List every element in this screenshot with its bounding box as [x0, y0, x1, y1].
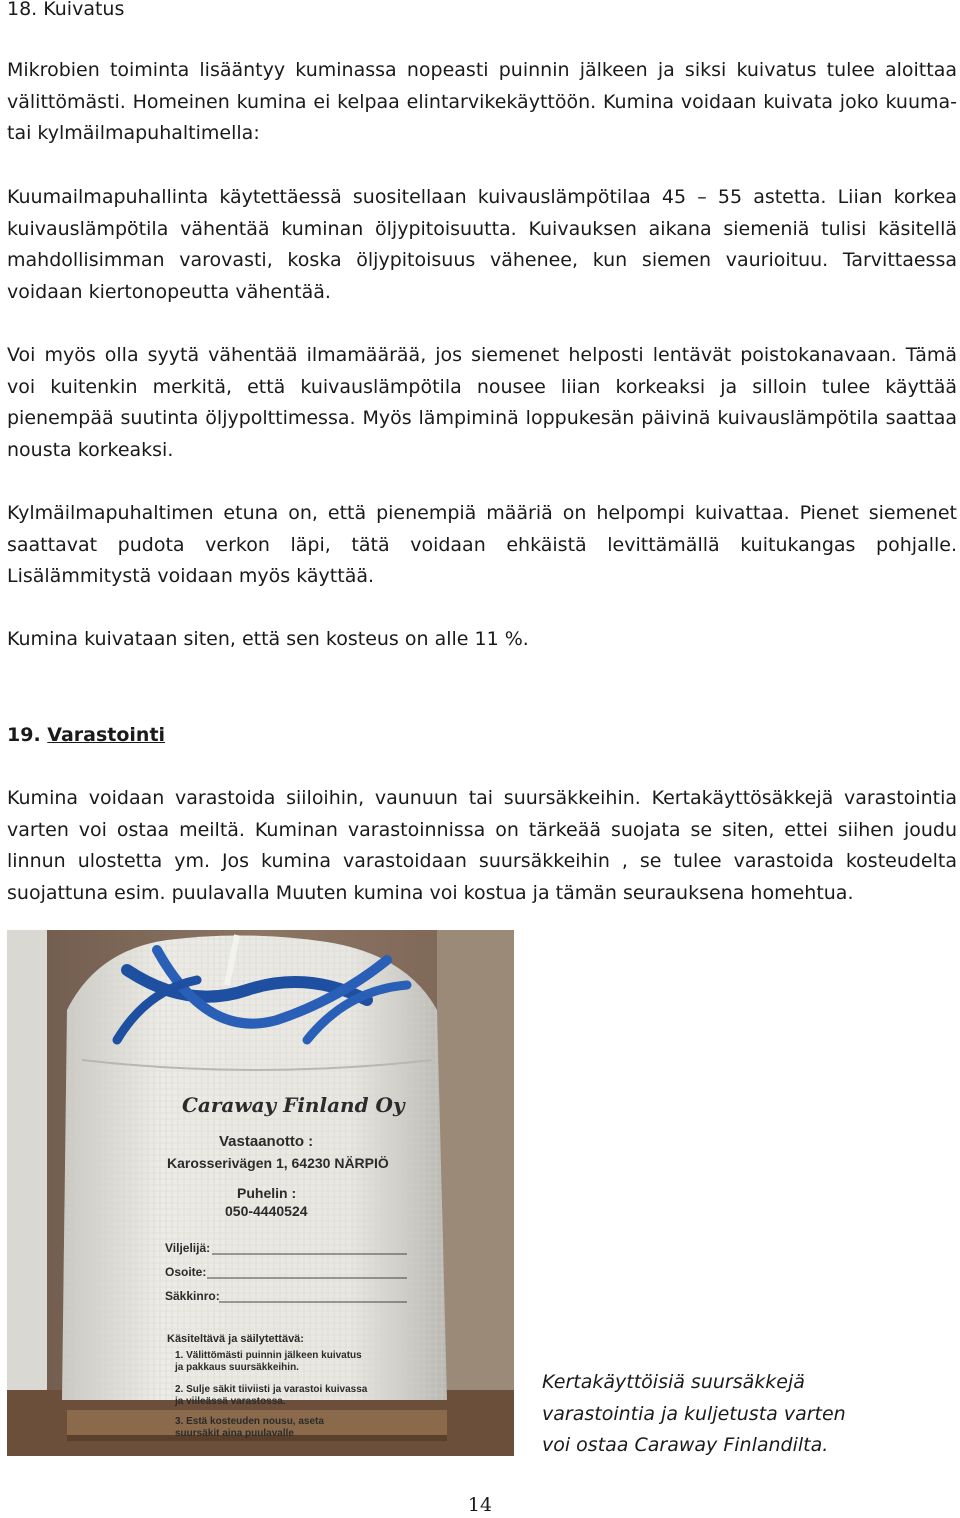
caption-line: voi ostaa Caraway Finlandilta. [542, 1434, 829, 1456]
bag-instruction-line: 2. Sulje säkit tiiviisti ja varastoi kuivassa [175, 1384, 368, 1395]
bag-phone-number: 050-4440524 [225, 1203, 308, 1219]
section-19-title: Varastointi [47, 724, 166, 746]
caption-line: Kertakäyttöisiä suursäkkejä [542, 1371, 805, 1393]
bulk-bag-photo [7, 930, 514, 1456]
bag-recipient-label: Vastaanotto : [219, 1133, 314, 1150]
paragraph-storage: Kumina voidaan varastoida siiloihin, vaunuun tai suursäkkeihin. Kertakäyttösäkkejä varastointia varten voi ostaa meiltä. Kuminan varastoinnissa on tärkeää suojata se siten, ettei siihen joudu linnun ulostetta ym. Jos kumina varastoidaan suursäkkeihin , se tulee varastoida kosteudelta suojattuna esim. puulavalla Muuten kumina voi kostua ja tämän seurauksena homehtua. [7, 787, 957, 904]
bag-instruction-line: suursäkit aina puulavalle [175, 1428, 294, 1439]
bag-instruction-line: ja viileässä varastossa. [175, 1396, 286, 1407]
paragraph-1: Mikrobien toiminta lisääntyy kuminassa nopeasti puinnin jälkeen ja siksi kuivatus tulee aloittaa välittömästi. Homeinen kumina ei kelpaa elintarvikekäyttöön. Kumina voidaan kuivata joko kuuma- tai kylmäilmapuhaltimella: [7, 59, 957, 144]
bag-instruction-line: ja pakkaus suursäkkeihin. [175, 1362, 299, 1373]
paragraph-2: Kuumailmapuhallinta käytettäessä suositellaan kuivauslämpötilaa 45 – 55 astetta. Liian korkea kuivauslämpötila vähentää kuminan öljypitoisuutta. Kuivauksen aikana siemeniä tulisi käsitellä mahdollisimman varovasti, koska öljypitoisuus vähenee, kun siemen vaurioituu. Tarvittaessa voidaan kiertonopeutta vähentää. [7, 186, 957, 303]
bag-number-label: Säkkinro: [165, 1289, 220, 1303]
paragraph-5: Kumina kuivataan siten, että sen kosteus on alle 11 %. [7, 628, 529, 650]
page-number: 14 [467, 1494, 493, 1516]
bag-instruction-line: 1. Välittömästi puinnin jälkeen kuivatus [175, 1350, 362, 1361]
section-19-number: 19. [7, 724, 41, 746]
bag-address-text: Karosserivägen 1, 64230 NÄRPIÖ [167, 1155, 389, 1171]
bulk-bag-illustration [7, 930, 514, 1456]
section-19-heading [7, 720, 165, 751]
caption-line: varastointia ja kuljetusta varten [542, 1402, 846, 1425]
bag-instruction-line: 3. Estä kosteuden nousu, aseta [175, 1416, 324, 1427]
bag-address-label: Osoite: [165, 1265, 207, 1279]
bag-phone-label: Puhelin : [237, 1185, 297, 1201]
bag-brand-text: Caraway Finland Oy [182, 1093, 405, 1117]
paragraph-3: Voi myös olla syytä vähentää ilmamäärää, jos siemenet helposti lentävät poistokanavaan. Tämä voi kuitenkin merkitä, että kuivauslämpötila nousee liian korkeaksi ja silloin tulee käyttää pienempää suutinta öljypolttimessa. Myös lämpiminä loppukesän päivinä kuivauslämpötila saattaa nousta korkeaksi. [7, 344, 957, 461]
bag-farmer-label: Viljelijä: [165, 1241, 211, 1255]
bag-instructions-title: Käsiteltävä ja säilytettävä: [167, 1333, 304, 1345]
section-18-heading: 18. Kuivatus [7, 0, 125, 20]
photo-caption [542, 1367, 942, 1462]
paragraph-4: Kylmäilmapuhaltimen etuna on, että pienempiä määriä on helpompi kuivattaa. Pienet siemenet saattavat pudota verkon läpi, tätä voidaan ehkäistä levittämällä kuitukangas pohjalle. Lisälämmitystä voidaan myös käyttää. [7, 502, 957, 587]
